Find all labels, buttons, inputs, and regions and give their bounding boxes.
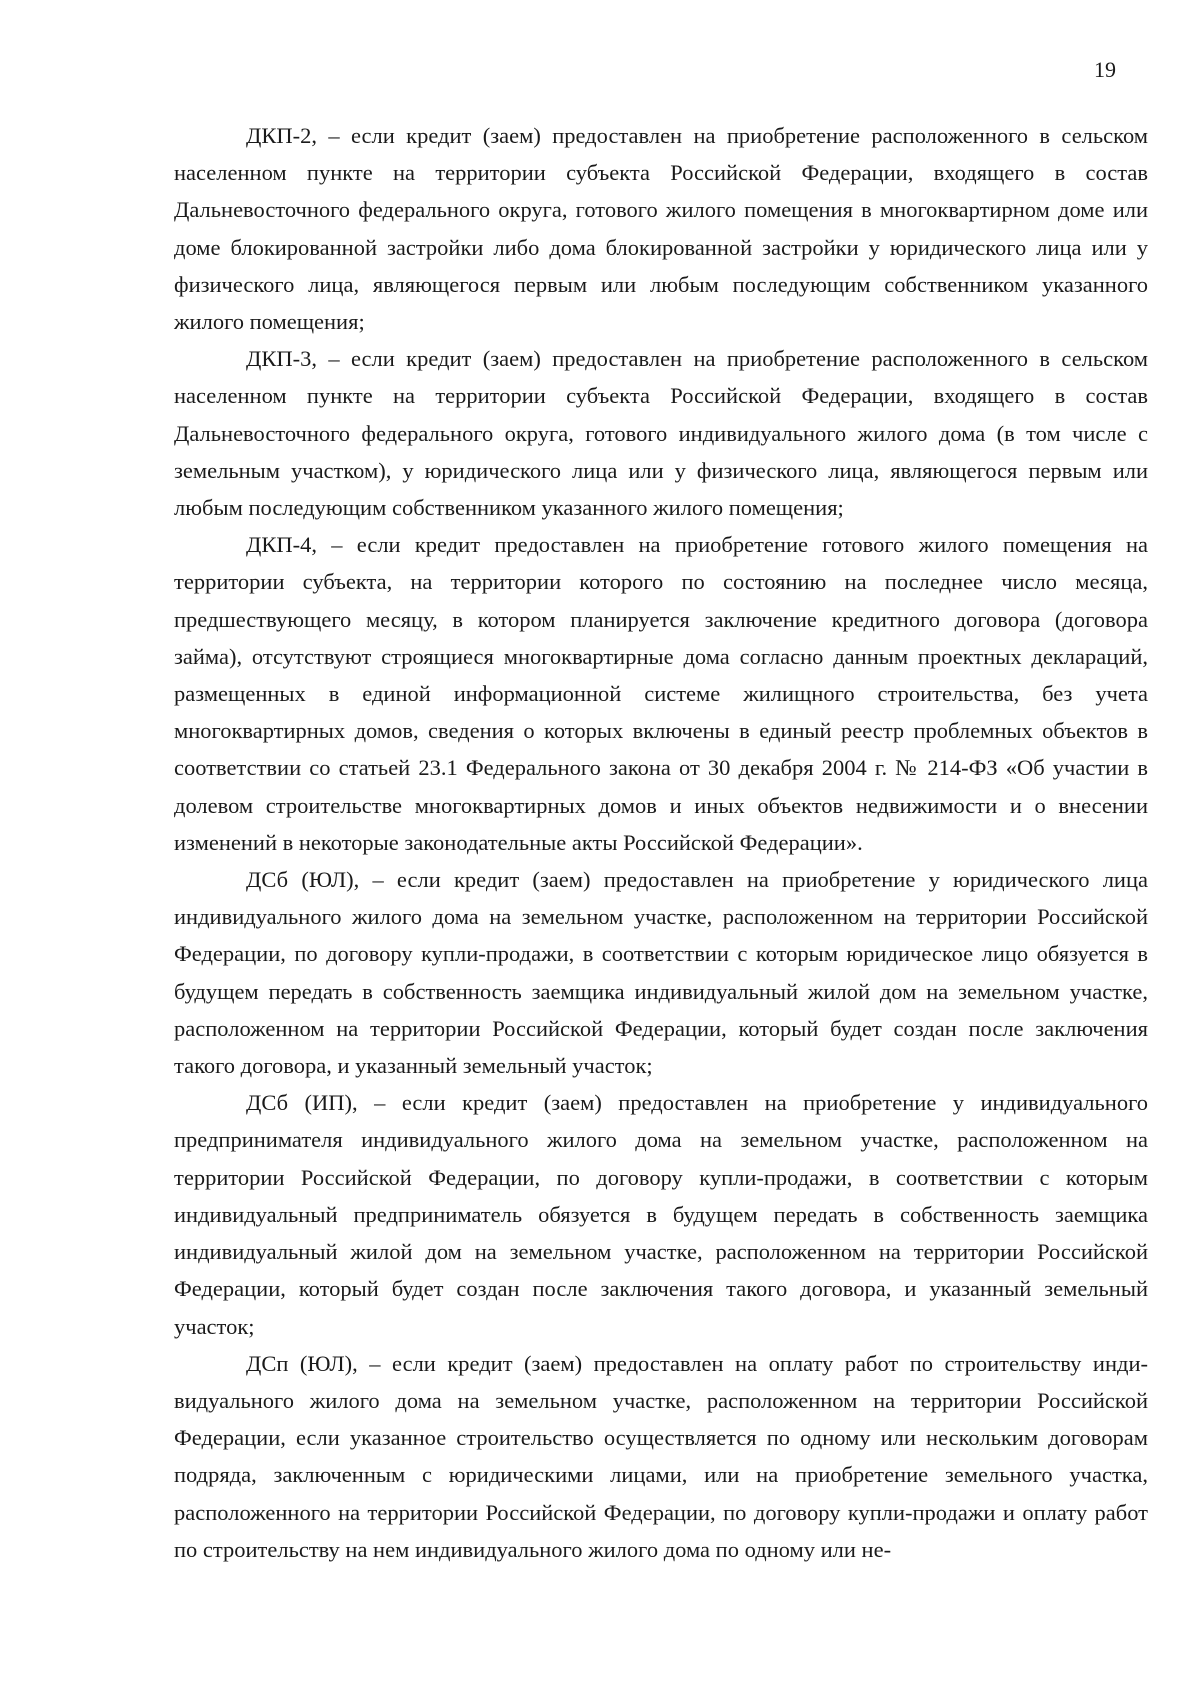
paragraph-dsb-ip: ДСб (ИП), – если кредит (заем) предоставлен на приобретение у индивидуального предпринимателя индивидуального жилого дома на земельном участке, расположенном на территории Российской Федерации, по договору купли-продажи, в соответствии с которым индивидуальный предприниматель обязуется в будущем передать в собственность заемщика индивидуальный жилой дом на земельном участке, расположенном на территории Российской Федерации, который будет создан после заключения такого договора, и указанный земельный участок; [174, 1090, 1148, 1339]
paragraph-dkp-3: ДКП-3, – если кредит (заем) предоставлен на приобретение расположенного в сельском населенном пункте на территории субъекта Российской Федерации, входящего в состав Дальневосточного федерального округа, готового индивидуального жилого дома (в том числе с земельным участком), у юридического лица или у физического лица, являющегося первым или любым последующим собственником указанного жилого помещения; [174, 346, 1148, 521]
paragraph-dsb-yul: ДСб (ЮЛ), – если кредит (заем) предоставлен на приобретение у юридического лица индивидуального жилого дома на земельном участке, расположенном на территории Российской Федерации, по договору купли-продажи, в соответствии с которым юридическое лицо обязуется в будущем передать в собственность заемщика индивидуальный жилой дом на земельном участке, расположенном на территории Российской Федерации, который будет создан после заключения такого договора, и указанный земельный участок; [174, 867, 1148, 1079]
paragraph-dkp-4: ДКП-4, – если кредит предоставлен на приобретение готового жилого помещения на территории субъекта, на территории которого по состоянию на последнее число месяца, предшествующего месяцу, в котором планируется заключение кредитного договора (договора займа), отсутствуют строящиеся многоквартирные дома согласно данным проектных деклараций, размещенных в единой информационной системе жилищного строительства, без учета многоквартирных домов, сведения о которых включены в единый реестр проблемных объектов в соответствии со статьей 23.1 Федерального закона от 30 декабря 2004 г. № 214-ФЗ «Об участии в долевом строительстве многоквартирных домов и иных объектов недвижимости и о внесении изменений в некоторые законодательные акты Российской Федерации». [174, 532, 1148, 855]
page-number: 19 [1094, 57, 1116, 82]
paragraph-dsp-yul: ДСп (ЮЛ), – если кредит (заем) предоставлен на оплату работ по строительству индивидуального жилого дома на земельном участке, расположенном на территории Российской Федерации, если указанное строительство осуществляется по одному или нескольким договорам подряда, заключенным с юридическими лицами, или на приобретение земельного участка, расположенного на территории Российской Федерации, по договору купли-продажи и оплату работ по строительству на нем индивидуального жилого дома по одному или не- [174, 1350, 1148, 1562]
paragraph-dkp-2: ДКП-2, – если кредит (заем) предоставлен на приобретение расположенного в сельском населенном пункте на территории субъекта Российской Федерации, входящего в состав Дальневосточного федерального округа, готового жилого помещения в многоквартирном доме или доме блокированной застройки либо дома блокированной застройки у юридического лица или у физического лица, являющегося первым или любым последующим собственником указанного жилого помещения; [174, 123, 1148, 335]
document-body [174, 117, 1148, 1568]
